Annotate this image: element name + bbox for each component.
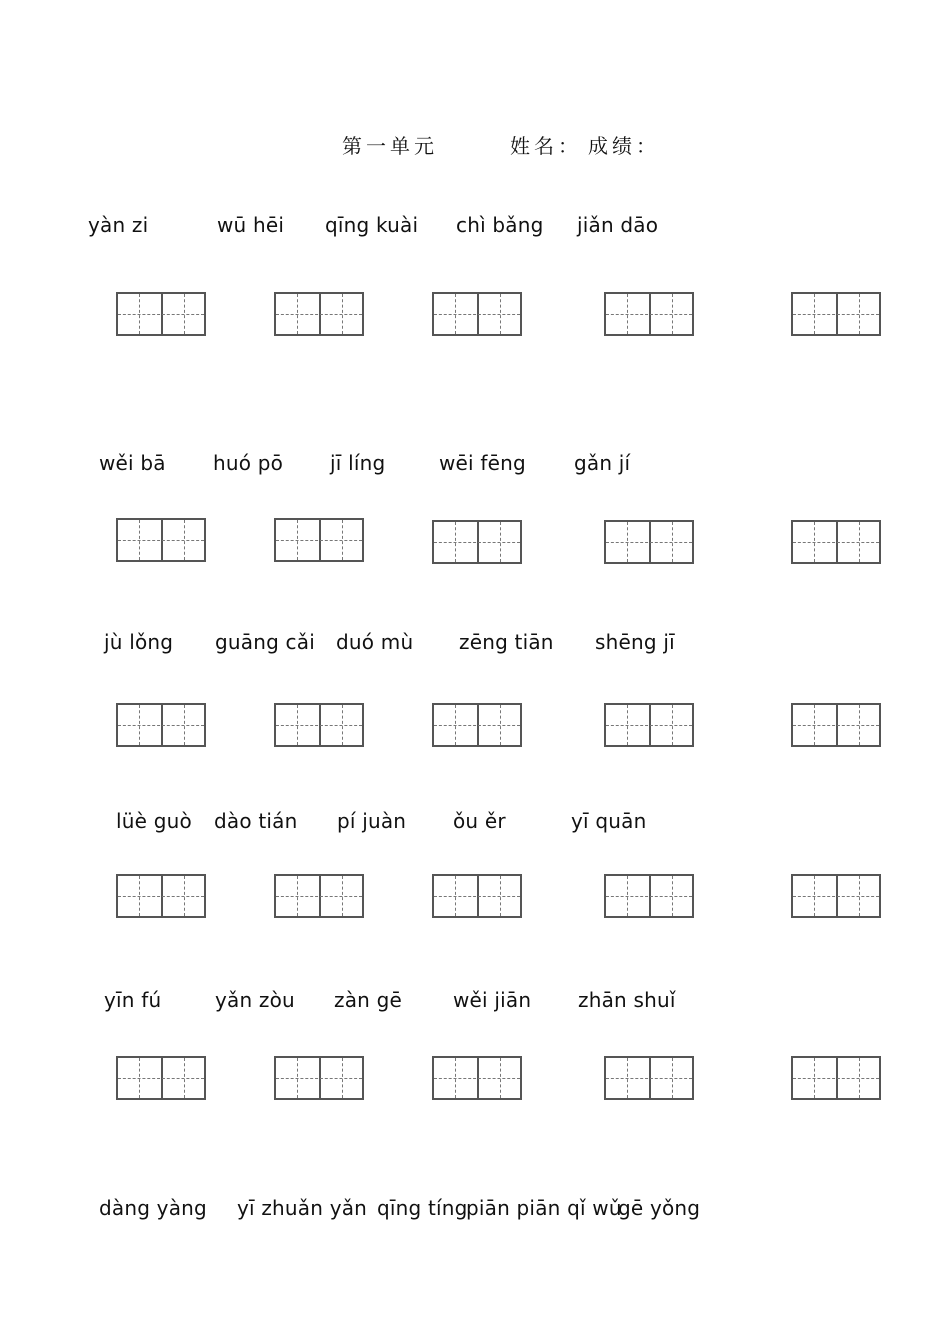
pinyin-word: jiǎn dāo [577, 213, 659, 237]
pinyin-word: yī quān [571, 809, 647, 833]
pinyin-word: dàng yàng [99, 1196, 207, 1220]
pinyin-word: yǎn zòu [215, 988, 295, 1012]
writing-grid[interactable] [432, 703, 522, 747]
writing-grid[interactable] [604, 874, 694, 918]
pinyin-word: lüè guò [116, 809, 192, 833]
pinyin-word: yàn zi [88, 213, 149, 237]
pinyin-word: qīng kuài [325, 213, 419, 237]
name-label: 姓名： [510, 134, 582, 158]
pinyin-word: yī zhuǎn yǎn [237, 1196, 368, 1220]
writing-grid[interactable] [116, 518, 206, 562]
pinyin-word: piān piān qǐ wǔ [466, 1196, 622, 1220]
pinyin-word: chì bǎng [456, 213, 544, 237]
writing-grid[interactable] [432, 1056, 522, 1100]
pinyin-word: yīn fú [104, 988, 162, 1012]
worksheet-header [0, 130, 950, 162]
pinyin-word: zàn gē [334, 988, 402, 1012]
writing-grid[interactable] [274, 703, 364, 747]
writing-grid[interactable] [791, 292, 881, 336]
pinyin-word: ǒu ěr [453, 809, 506, 833]
pinyin-word: pí juàn [337, 809, 407, 833]
writing-grid[interactable] [604, 520, 694, 564]
writing-grid[interactable] [791, 520, 881, 564]
writing-grid[interactable] [274, 292, 364, 336]
writing-grid[interactable] [274, 874, 364, 918]
pinyin-word: gē yǒng [618, 1196, 701, 1220]
writing-grid[interactable] [116, 1056, 206, 1100]
writing-grid[interactable] [791, 1056, 881, 1100]
writing-grid[interactable] [604, 703, 694, 747]
writing-grid[interactable] [116, 874, 206, 918]
pinyin-word: zēng tiān [459, 630, 554, 654]
pinyin-word: duó mù [336, 630, 414, 654]
writing-grid[interactable] [604, 292, 694, 336]
score-label: 成绩： [588, 134, 660, 158]
writing-grid[interactable] [432, 874, 522, 918]
pinyin-word: shēng jī [595, 630, 675, 654]
pinyin-word: wěi jiān [453, 988, 532, 1012]
writing-grid[interactable] [116, 292, 206, 336]
writing-grid[interactable] [791, 874, 881, 918]
writing-grid[interactable] [274, 1056, 364, 1100]
writing-grid[interactable] [432, 292, 522, 336]
writing-grid[interactable] [604, 1056, 694, 1100]
pinyin-word: huó pō [213, 451, 284, 475]
writing-grid[interactable] [432, 520, 522, 564]
pinyin-word: zhān shuǐ [578, 988, 676, 1012]
pinyin-word: wēi fēng [439, 451, 526, 475]
pinyin-word: qīng tíng [377, 1196, 468, 1220]
pinyin-word: jù lǒng [104, 630, 174, 654]
pinyin-word: gǎn jí [574, 451, 631, 475]
writing-grid[interactable] [116, 703, 206, 747]
pinyin-word: guāng cǎi [215, 630, 315, 654]
pinyin-word: jī líng [330, 451, 386, 475]
pinyin-word: wū hēi [217, 213, 285, 237]
pinyin-word: dào tián [214, 809, 298, 833]
writing-grid[interactable] [791, 703, 881, 747]
pinyin-word: wěi bā [99, 451, 166, 475]
writing-grid[interactable] [274, 518, 364, 562]
unit-title: 第一单元 [342, 134, 438, 158]
